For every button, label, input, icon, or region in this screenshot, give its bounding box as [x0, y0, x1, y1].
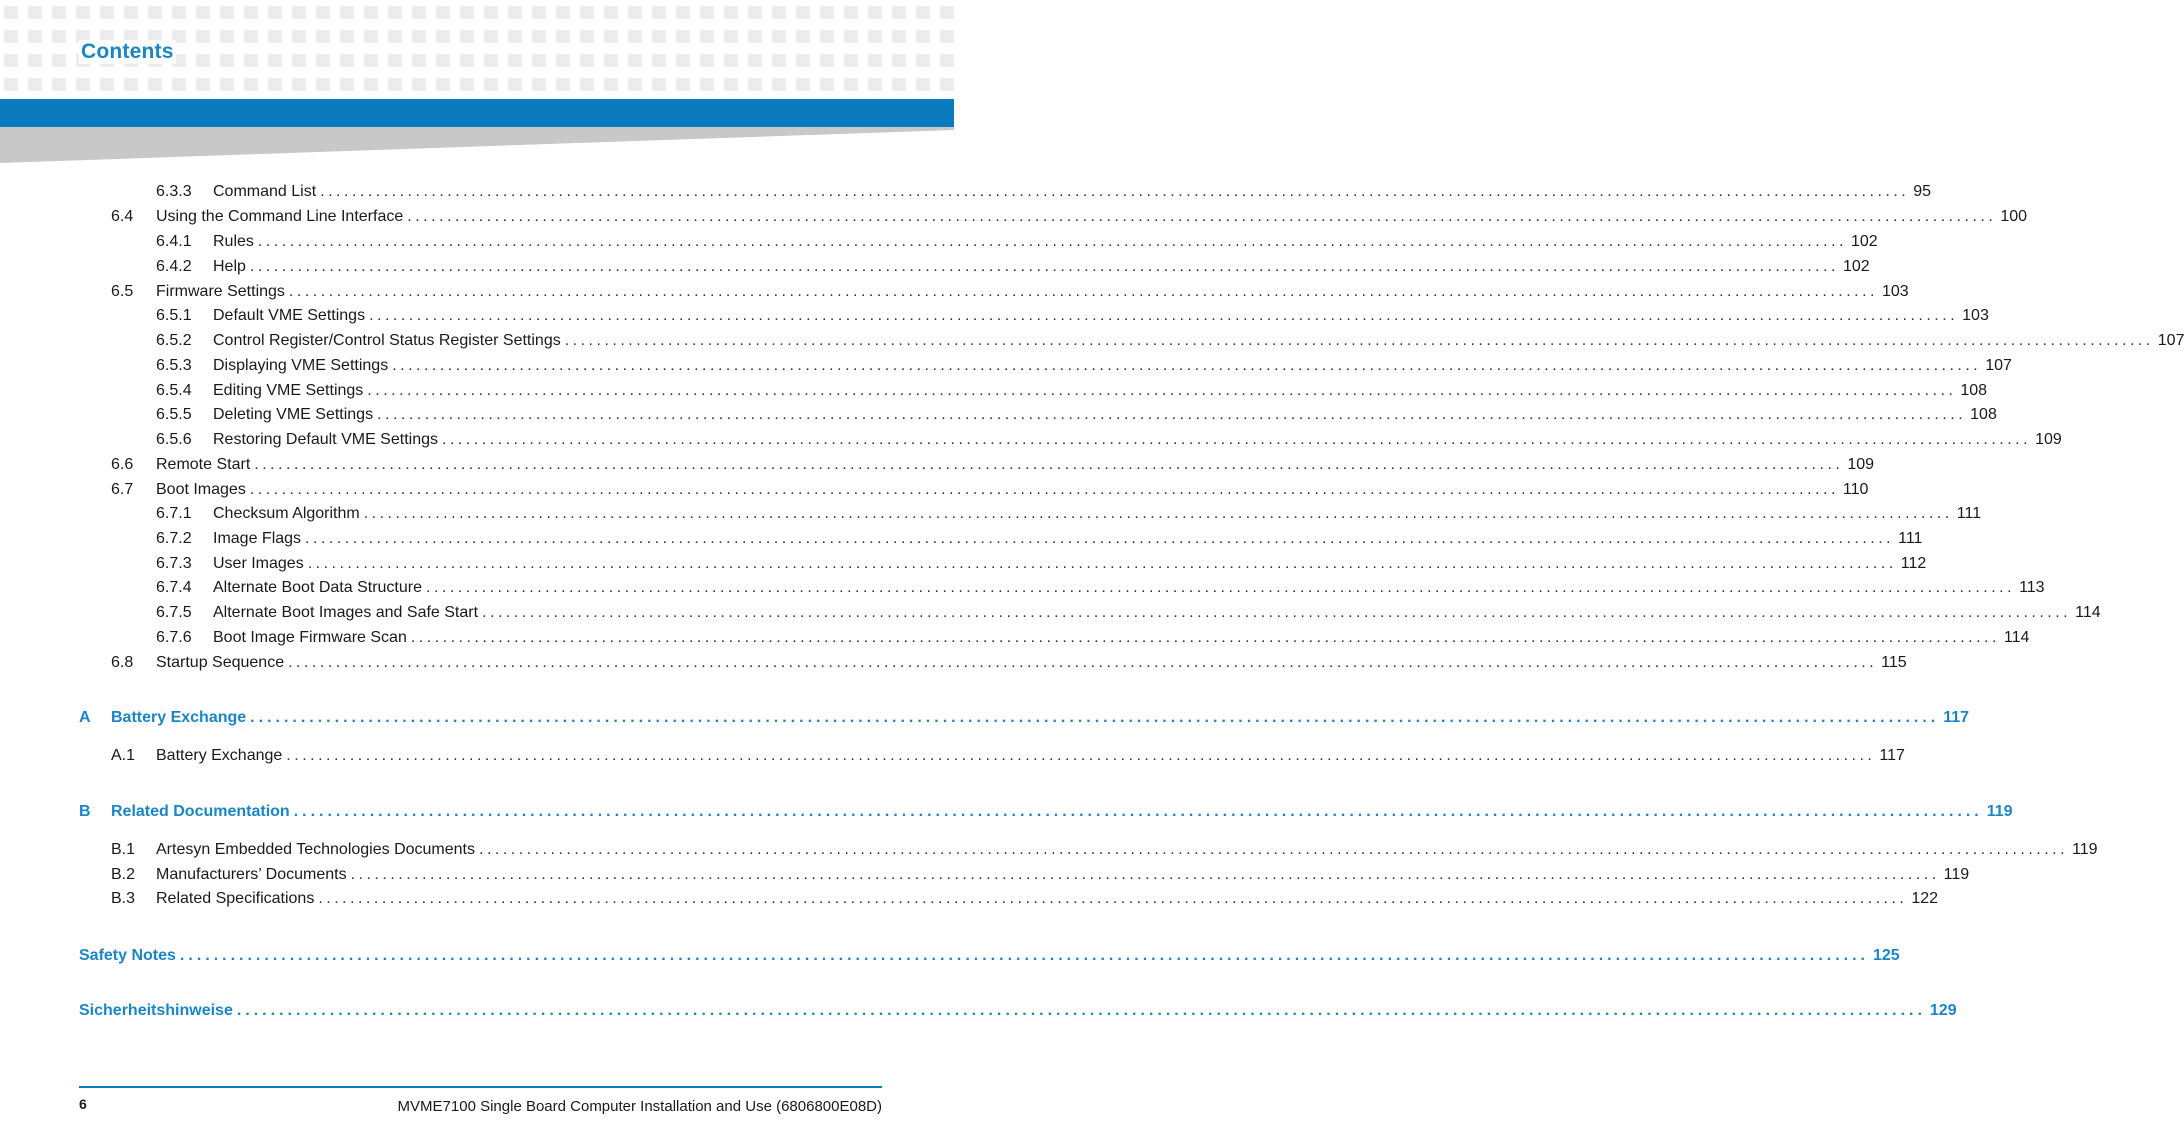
toc-entry[interactable]	[111, 654, 1907, 676]
toc-leader-dots: ........................................................................................................................................................................................................	[236, 1002, 1926, 1019]
toc-entry-page: 110	[1842, 481, 1869, 498]
toc-entry-page: 102	[1850, 233, 1878, 250]
toc-entry-number: 6.5.6	[156, 431, 192, 448]
toc-leader-dots: ........................................................................................................................................................................................................	[305, 530, 1895, 547]
header-pattern-square	[700, 30, 714, 43]
header-pattern-square	[580, 30, 594, 43]
header-pattern-square	[76, 6, 90, 19]
header-pattern-square	[220, 78, 234, 91]
toc-leader-dots: ........................................................................................................................................................................................................	[257, 233, 1847, 250]
header-pattern-square	[844, 54, 858, 67]
toc-entry-page: 111	[1898, 530, 1923, 547]
header-pattern-square	[604, 78, 618, 91]
header-pattern-square	[724, 78, 738, 91]
toc-chapter-entry[interactable]	[79, 947, 1900, 969]
header-pattern-square	[820, 30, 834, 43]
toc-leader-dots: ........................................................................................................................................................................................................	[288, 283, 1878, 300]
toc-entry-number: 6.6	[111, 456, 134, 473]
toc-leader-dots: ........................................................................................................................................................................................................	[249, 481, 1839, 498]
toc-leader-dots: ........................................................................................................................................................................................................	[320, 183, 1910, 200]
toc-entry-title: Boot Image Firmware Scan	[213, 629, 407, 646]
header-pattern-square	[52, 30, 66, 43]
header-pattern-square	[268, 30, 282, 43]
header-pattern-square	[340, 78, 354, 91]
toc-leader-dots: ........................................................................................................................................................................................................	[392, 357, 1982, 374]
header-pattern-square	[556, 30, 570, 43]
header-pattern-square	[460, 54, 474, 67]
toc-entry-number: 6.7.1	[156, 505, 192, 522]
toc-leader-dots: ........................................................................................................................................................................................................	[407, 208, 1997, 225]
header-pattern-square	[700, 78, 714, 91]
toc-entry-number: 6.7	[111, 481, 134, 498]
header-pattern-square	[364, 6, 378, 19]
toc-entry-page: 119	[1943, 866, 1970, 883]
toc-entry-page: 113	[2019, 579, 2045, 596]
toc-entry-number: B.2	[111, 866, 136, 883]
header-pattern-square	[580, 54, 594, 67]
header-pattern-square	[892, 78, 906, 91]
toc-entry[interactable]	[156, 382, 1988, 404]
header-pattern-square	[508, 6, 522, 19]
header-pattern-square	[484, 54, 498, 67]
header-pattern-square	[796, 54, 810, 67]
header-pattern-square	[412, 78, 426, 91]
header-pattern-square	[316, 78, 330, 91]
toc-leader-dots: ........................................................................................................................................................................................................	[288, 654, 1878, 671]
toc-entry[interactable]	[156, 579, 2045, 601]
header-pattern-square	[940, 78, 954, 91]
document-title: MVME7100 Single Board Computer Installation and Use (6806800E08D)	[397, 1098, 882, 1115]
header-pattern-square	[772, 54, 786, 67]
header-pattern-square	[868, 6, 882, 19]
header-pattern-square	[748, 54, 762, 67]
toc-entry-page: 112	[1900, 555, 1927, 572]
toc-entry-page: 114	[2003, 629, 2030, 646]
toc-entry-number: 6.7.5	[156, 604, 192, 621]
header-pattern-square	[220, 30, 234, 43]
header-pattern-square	[244, 78, 258, 91]
toc-entry-title: Rules	[213, 233, 254, 250]
header-pattern-square	[796, 30, 810, 43]
toc-entry-title: Default VME Settings	[213, 307, 366, 324]
toc-leader-dots: ........................................................................................................................................................................................................	[286, 747, 1876, 764]
header-pattern-square	[292, 30, 306, 43]
header-pattern-square	[316, 54, 330, 67]
header-pattern-square	[292, 78, 306, 91]
toc-entry[interactable]	[111, 890, 1939, 912]
toc-entry-title: Checksum Algorithm	[213, 505, 360, 522]
header-pattern-square	[436, 78, 450, 91]
header-pattern-square	[460, 30, 474, 43]
toc-entry[interactable]	[111, 481, 1869, 503]
header-pattern-square	[796, 78, 810, 91]
header-pattern-square	[532, 30, 546, 43]
toc-entry-title: Artesyn Embedded Technologies Documents	[156, 841, 475, 858]
toc-entry-number: 6.5	[111, 283, 134, 300]
toc-entry-page: 117	[1879, 747, 1905, 764]
header-pattern-square	[868, 54, 882, 67]
toc-entry-title: Battery Exchange	[156, 747, 283, 764]
page-title: Contents	[81, 40, 174, 63]
toc-entry-page: 108	[1960, 382, 1988, 399]
header-pattern-square	[892, 6, 906, 19]
toc-entry-page: 109	[2035, 431, 2062, 448]
toc-leader-dots: ........................................................................................................................................................................................................	[363, 505, 1953, 522]
toc-entry-title: Using the Command Line Interface	[156, 208, 404, 225]
header-pattern-square	[772, 78, 786, 91]
header-pattern-square	[508, 78, 522, 91]
header-pattern-square	[244, 6, 258, 19]
toc-entry[interactable]	[111, 841, 2098, 863]
header-pattern-square	[196, 6, 210, 19]
header-pattern-square	[244, 30, 258, 43]
header-pattern-square	[700, 54, 714, 67]
header-pattern-square	[628, 78, 642, 91]
header-pattern-square	[4, 78, 18, 91]
toc-entry-title: Control Register/Control Status Register Settings	[213, 332, 561, 349]
toc-entry-number: 6.7.6	[156, 629, 192, 646]
header-pattern-square	[580, 6, 594, 19]
toc-entry[interactable]	[156, 332, 2184, 354]
header-pattern-square	[364, 54, 378, 67]
header-pattern-square	[4, 30, 18, 43]
header-pattern-square	[916, 6, 930, 19]
toc-chapter-entry[interactable]	[79, 803, 2013, 825]
header-pattern-square	[652, 30, 666, 43]
toc-leader-dots: ........................................................................................................................................................................................................	[250, 709, 1940, 726]
toc-entry[interactable]	[156, 307, 1989, 329]
header-pattern-square	[148, 6, 162, 19]
header-pattern-square	[748, 30, 762, 43]
header-pattern-square	[316, 30, 330, 43]
header-pattern-square	[796, 6, 810, 19]
header-pattern-square	[532, 78, 546, 91]
toc-entry-page: 108	[1970, 406, 1997, 423]
header-pattern-square	[268, 6, 282, 19]
header-pattern-square	[412, 54, 426, 67]
toc-entry-page: 109	[1847, 456, 1875, 473]
toc-entry-title: Restoring Default VME Settings	[213, 431, 438, 448]
header-pattern-square	[820, 54, 834, 67]
header-pattern-square	[340, 6, 354, 19]
toc-leader-dots: ........................................................................................................................................................................................................	[369, 307, 1959, 324]
toc-entry-number: 6.5.5	[156, 406, 192, 423]
toc-entry[interactable]	[156, 629, 2030, 651]
toc-leader-dots: ........................................................................................................................................................................................................	[482, 604, 2072, 621]
header-pattern-square	[868, 30, 882, 43]
header-pattern-square	[100, 6, 114, 19]
header-pattern-square	[244, 54, 258, 67]
header-pattern-square	[628, 6, 642, 19]
toc-leader-dots: ........................................................................................................................................................................................................	[367, 382, 1957, 399]
header-pattern-square	[460, 6, 474, 19]
header-pattern-square	[892, 30, 906, 43]
header-pattern-square	[556, 54, 570, 67]
header-pattern-square	[484, 30, 498, 43]
header-pattern-square	[652, 54, 666, 67]
toc-entry-number: 6.5.1	[156, 307, 192, 324]
toc-leader-dots: ........................................................................................................................................................................................................	[179, 947, 1869, 964]
header-pattern-square	[292, 6, 306, 19]
toc-entry[interactable]	[156, 233, 1878, 255]
page-number: 6	[79, 1096, 87, 1112]
toc-entry[interactable]	[111, 456, 1875, 478]
toc-leader-dots: ........................................................................................................................................................................................................	[479, 841, 2069, 858]
toc-leader-dots: ........................................................................................................................................................................................................	[350, 866, 1940, 883]
toc-entry-page: 103	[1962, 307, 1989, 324]
header-pattern-square	[124, 6, 138, 19]
header-pattern-square	[580, 78, 594, 91]
header-pattern-square	[340, 30, 354, 43]
toc-entry-number: B.3	[111, 890, 136, 907]
header-pattern-square	[556, 78, 570, 91]
header-pattern-square	[676, 30, 690, 43]
toc-leader-dots: ........................................................................................................................................................................................................	[254, 456, 1844, 473]
header-pattern-square	[916, 54, 930, 67]
toc-entry-title: Battery Exchange	[111, 709, 247, 726]
header-pattern-square	[700, 6, 714, 19]
toc-chapter-entry[interactable]	[79, 1002, 1957, 1024]
toc-entry-number: B	[79, 803, 91, 820]
toc-entry-page: 122	[1911, 890, 1939, 907]
toc-entry-page: 111	[1956, 505, 1982, 522]
toc-entry-title: User Images	[213, 555, 304, 572]
toc-entry-number: 6.5.3	[156, 357, 192, 374]
toc-entry-page: 117	[1943, 709, 1970, 726]
header-pattern-square	[28, 30, 42, 43]
toc-entry-page: 114	[2075, 604, 2101, 621]
toc-entry-number: 6.4.2	[156, 258, 192, 275]
toc-entry-title: Alternate Boot Data Structure	[213, 579, 422, 596]
header-pattern-square	[724, 30, 738, 43]
toc-entry-title: Related Specifications	[156, 890, 315, 907]
header-pattern-square	[412, 30, 426, 43]
toc-entry-title: Deleting VME Settings	[213, 406, 374, 423]
toc-leader-dots: ........................................................................................................................................................................................................	[318, 890, 1908, 907]
toc-leader-dots: ........................................................................................................................................................................................................	[442, 431, 2032, 448]
header-pattern-square	[52, 54, 66, 67]
toc-entry[interactable]	[111, 747, 1905, 769]
toc-entry-page: 103	[1881, 283, 1909, 300]
toc-entry[interactable]	[156, 406, 1997, 428]
toc-chapter-entry[interactable]	[79, 709, 1970, 731]
header-pattern-square	[820, 78, 834, 91]
toc-entry-number: A.1	[111, 747, 136, 764]
header-pattern-square	[892, 54, 906, 67]
header-pattern-square	[724, 6, 738, 19]
header-pattern-square	[820, 6, 834, 19]
header-pattern-square	[364, 78, 378, 91]
toc-entry-title: Manufacturers’ Documents	[156, 866, 347, 883]
toc-entry-number: 6.8	[111, 654, 134, 671]
header-pattern-square	[940, 54, 954, 67]
toc-leader-dots: ........................................................................................................................................................................................................	[410, 629, 2000, 646]
toc-entry-page: 107	[1985, 357, 2012, 374]
toc-entry-page: 95	[1913, 183, 1932, 200]
header-pattern-square	[52, 6, 66, 19]
header-pattern-square	[604, 30, 618, 43]
toc-entry-number: 6.4.1	[156, 233, 192, 250]
toc-entry-number: 6.3.3	[156, 183, 192, 200]
header-pattern-square	[652, 6, 666, 19]
toc-entry[interactable]	[156, 530, 1923, 552]
header-pattern-square	[364, 30, 378, 43]
header-pattern-square	[916, 78, 930, 91]
header-pattern-square	[28, 54, 42, 67]
header-pattern-square	[388, 30, 402, 43]
header-pattern-square	[52, 78, 66, 91]
toc-entry-number: B.1	[111, 841, 136, 858]
toc-entry-title: Alternate Boot Images and Safe Start	[213, 604, 479, 621]
header-pattern-square	[940, 6, 954, 19]
header-pattern-square	[76, 78, 90, 91]
header-pattern-square	[148, 78, 162, 91]
header-pattern-square	[4, 54, 18, 67]
header-pattern-square	[748, 6, 762, 19]
toc-entry-page: 115	[1881, 654, 1907, 671]
toc-entry-title: Startup Sequence	[156, 654, 285, 671]
toc-entry[interactable]	[156, 505, 1982, 527]
toc-leader-dots: ........................................................................................................................................................................................................	[293, 803, 1983, 820]
header-pattern-square	[652, 78, 666, 91]
toc-entry-page: 125	[1872, 947, 1900, 964]
header-pattern-square	[436, 30, 450, 43]
toc-entry[interactable]	[111, 283, 1909, 305]
header-pattern-square	[916, 30, 930, 43]
toc-entry[interactable]	[156, 258, 1870, 280]
header-pattern-square	[292, 54, 306, 67]
toc-leader-dots: ........................................................................................................................................................................................................	[426, 579, 2016, 596]
header-pattern-square	[844, 30, 858, 43]
toc-entry[interactable]	[156, 357, 2012, 379]
toc-entry-number: 6.5.2	[156, 332, 192, 349]
header-pattern-square	[748, 78, 762, 91]
header-pattern-square	[532, 6, 546, 19]
header-pattern-square	[196, 30, 210, 43]
toc-entry-title: Sicherheitshinweise	[79, 1002, 233, 1019]
header-pattern-square	[28, 6, 42, 19]
header-pattern-square	[196, 78, 210, 91]
toc-leader-dots: ........................................................................................................................................................................................................	[249, 258, 1839, 275]
header-pattern-square	[724, 54, 738, 67]
header-pattern-square	[484, 78, 498, 91]
header-pattern-square	[508, 54, 522, 67]
toc-entry-title: Command List	[213, 183, 317, 200]
toc-entry-number: 6.5.4	[156, 382, 192, 399]
header-pattern-square	[436, 6, 450, 19]
header-pattern-square	[316, 6, 330, 19]
header-pattern-square	[388, 54, 402, 67]
header-pattern-square	[196, 54, 210, 67]
header-pattern-square	[388, 6, 402, 19]
toc-entry[interactable]	[156, 604, 2101, 626]
header-pattern-square	[556, 6, 570, 19]
toc-leader-dots: ........................................................................................................................................................................................................	[377, 406, 1967, 423]
header-blue-bar	[0, 99, 954, 127]
header-pattern-square	[484, 6, 498, 19]
toc-leader-dots: ........................................................................................................................................................................................................	[307, 555, 1897, 572]
toc-entry-page: 119	[1986, 803, 2013, 820]
header-pattern-square	[628, 54, 642, 67]
header-pattern-square	[412, 6, 426, 19]
header-pattern-square	[604, 54, 618, 67]
header-pattern-square	[28, 78, 42, 91]
toc-entry-page: 100	[2000, 208, 2028, 225]
toc-entry-title: Safety Notes	[79, 947, 176, 964]
toc-entry[interactable]	[111, 866, 1970, 888]
toc-entry-title: Remote Start	[156, 456, 251, 473]
header-pattern-square	[4, 6, 18, 19]
header-pattern-square	[268, 54, 282, 67]
toc-entry-title: Image Flags	[213, 530, 302, 547]
toc-entry-page: 129	[1929, 1002, 1957, 1019]
header-pattern-square	[100, 78, 114, 91]
header-pattern-square	[220, 6, 234, 19]
header-pattern-square	[508, 30, 522, 43]
toc-entry-number: 6.7.3	[156, 555, 192, 572]
header-pattern-square	[172, 6, 186, 19]
header-gray-wedge	[0, 127, 954, 163]
header-pattern-square	[940, 30, 954, 43]
header-pattern-square	[772, 6, 786, 19]
footer-rule	[79, 1086, 882, 1088]
toc-entry-title: Boot Images	[156, 481, 246, 498]
header-pattern-square	[844, 6, 858, 19]
toc-entry[interactable]	[111, 208, 2028, 230]
header-pattern-square	[172, 78, 186, 91]
toc-entry-number: 6.7.2	[156, 530, 192, 547]
header-pattern-square	[268, 78, 282, 91]
toc-entry-title: Editing VME Settings	[213, 382, 364, 399]
toc-entry-page: 119	[2072, 841, 2098, 858]
header-pattern-square	[436, 54, 450, 67]
toc-entry-page: 102	[1842, 258, 1870, 275]
toc-entry[interactable]	[156, 431, 2062, 453]
header-pattern-square	[844, 78, 858, 91]
toc-entry[interactable]	[156, 183, 1932, 205]
header-pattern-square	[772, 30, 786, 43]
header-pattern-square	[340, 54, 354, 67]
toc-entry-title: Related Documentation	[111, 803, 290, 820]
header-pattern-square	[124, 78, 138, 91]
header-pattern-square	[388, 78, 402, 91]
header-pattern-square	[676, 54, 690, 67]
toc-entry-title: Firmware Settings	[156, 283, 285, 300]
toc-entry[interactable]	[156, 555, 1927, 577]
header-pattern-square	[460, 78, 474, 91]
header-pattern-square	[676, 78, 690, 91]
toc-entry-number: A	[79, 709, 91, 726]
header-pattern-square	[532, 54, 546, 67]
header-pattern-square	[220, 54, 234, 67]
header-pattern-square	[676, 6, 690, 19]
toc-entry-title: Help	[213, 258, 246, 275]
toc-entry-title: Displaying VME Settings	[213, 357, 389, 374]
toc-entry-number: 6.7.4	[156, 579, 192, 596]
toc-leader-dots: ........................................................................................................................................................................................................	[564, 332, 2154, 349]
toc-entry-page: 107	[2157, 332, 2184, 349]
header-pattern-square	[628, 30, 642, 43]
header-pattern-square	[868, 78, 882, 91]
toc-entry-number: 6.4	[111, 208, 134, 225]
header-pattern-square	[604, 6, 618, 19]
